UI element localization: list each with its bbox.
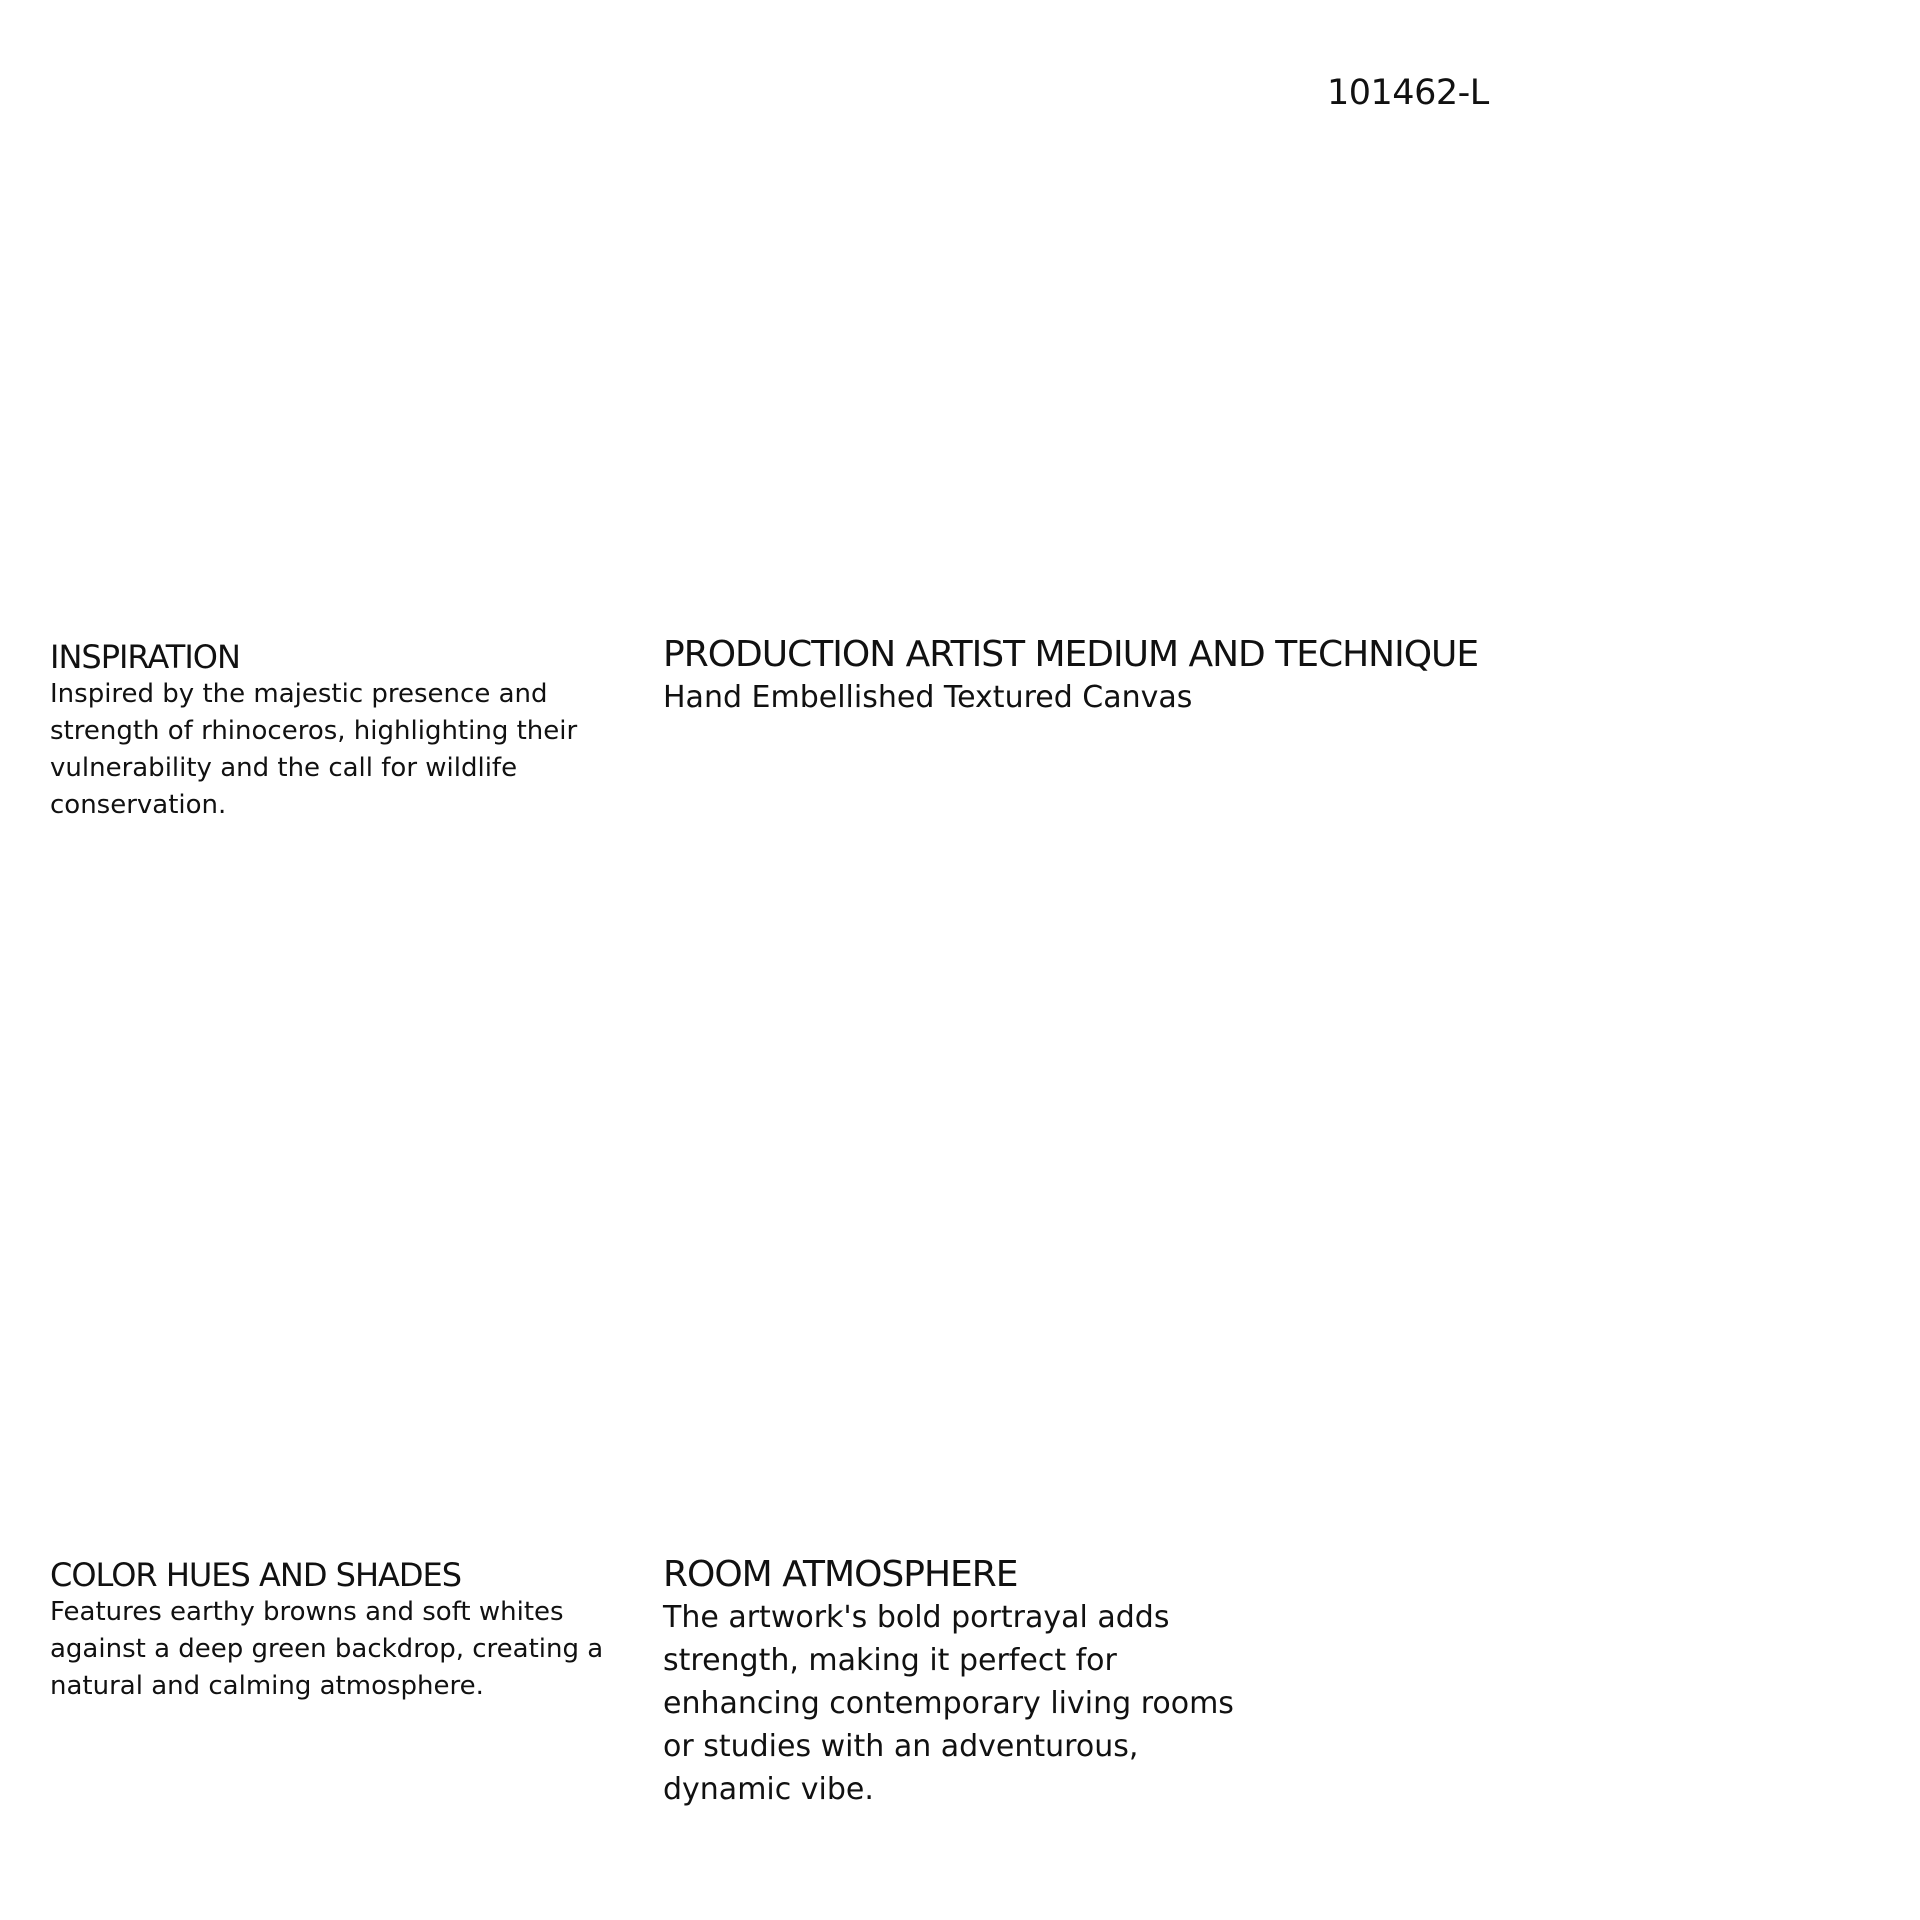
medium-title: PRODUCTION ARTIST MEDIUM AND TECHNIQUE xyxy=(663,634,1479,675)
colors-title: COLOR HUES AND SHADES xyxy=(50,1556,462,1594)
inspiration-section xyxy=(50,638,610,824)
medium-section xyxy=(663,634,1563,719)
medium-text: Hand Embellished Textured Canvas xyxy=(663,680,1193,715)
colors-section xyxy=(50,1556,610,1705)
inspiration-title: INSPIRATION xyxy=(50,638,240,676)
atmosphere-title: ROOM ATMOSPHERE xyxy=(663,1554,1018,1595)
product-code: 101462-L xyxy=(1327,73,1489,113)
colors-text: Features earthy browns and soft whites against a deep green backdrop, creating a natural and calming atmosphere. xyxy=(50,1597,604,1701)
atmosphere-section xyxy=(663,1554,1563,1811)
inspiration-text: Inspired by the majestic presence and strength of rhinoceros, highlighting their vulnerability and the call for wildlife conservation. xyxy=(50,679,578,820)
atmosphere-text: The artwork's bold portrayal adds strength, making it perfect for enhancing contemporary living rooms or studies with an adventurous, dynamic vibe. xyxy=(663,1600,1234,1807)
